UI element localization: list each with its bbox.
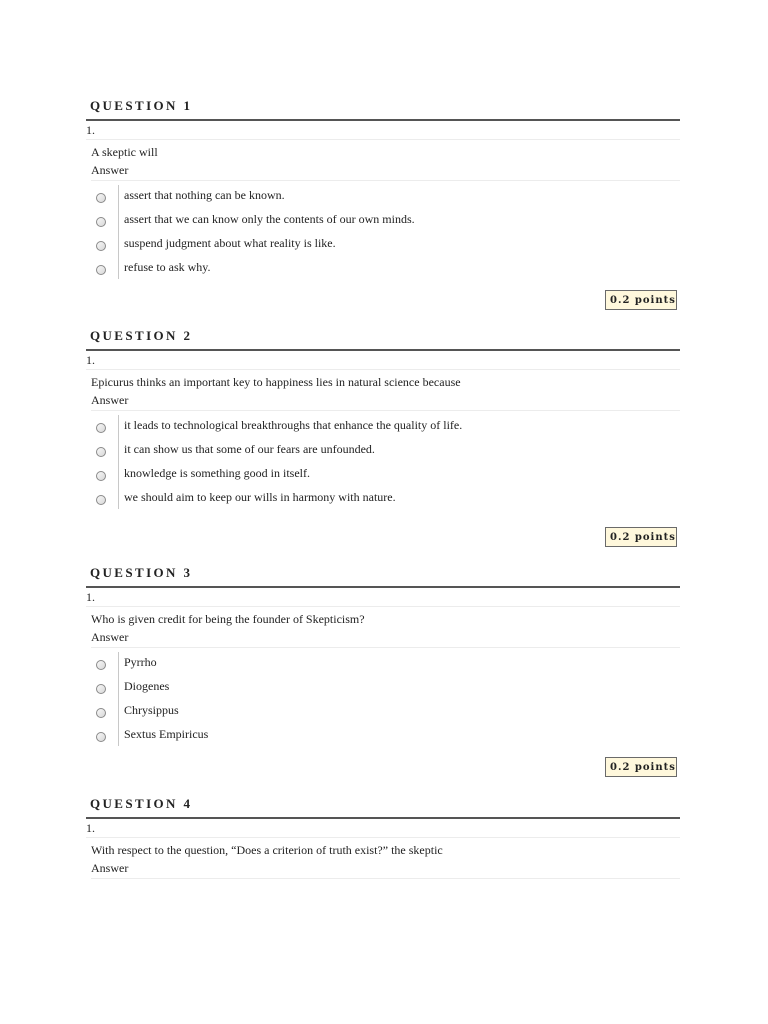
question-1 [86, 99, 680, 279]
answer-option-label: it leads to technological breakthroughs that enhance the quality of life. [124, 417, 463, 432]
answer-option[interactable] [92, 183, 680, 207]
radio-button[interactable] [96, 265, 106, 275]
radio-button[interactable] [96, 447, 106, 457]
question-4 [86, 797, 680, 879]
radio-button[interactable] [96, 423, 106, 433]
radio-button[interactable] [96, 684, 106, 694]
divider [118, 415, 119, 509]
answer-option-label: it can show us that some of our fears are unfounded. [124, 441, 375, 456]
answer-label: Answer [91, 859, 680, 879]
question-text: Who is given credit for being the founder of Skepticism? [91, 612, 365, 626]
radio-button[interactable] [96, 217, 106, 227]
question-body [86, 373, 680, 509]
answer-option[interactable] [92, 255, 680, 279]
answer-option[interactable] [92, 413, 680, 437]
question-body [86, 841, 680, 879]
divider [118, 185, 119, 279]
question-number: 1. [86, 588, 680, 607]
answer-option-label: Chrysippus [124, 702, 179, 717]
answer-option-label: assert that nothing can be known. [124, 187, 285, 202]
answer-options [91, 650, 680, 746]
answer-label: Answer [91, 391, 680, 411]
question-body [86, 143, 680, 279]
answer-option[interactable] [92, 722, 680, 746]
answer-option-label: Diogenes [124, 678, 170, 693]
question-number: 1. [86, 351, 680, 370]
divider [118, 652, 119, 746]
question-title: QUESTION 1 [90, 98, 193, 113]
question-title: QUESTION 4 [90, 796, 193, 811]
answer-option[interactable] [92, 698, 680, 722]
radio-button[interactable] [96, 241, 106, 251]
answer-option-label: knowledge is something good in itself. [124, 465, 310, 480]
radio-button[interactable] [96, 471, 106, 481]
radio-button[interactable] [96, 708, 106, 718]
points-badge: 0.2 points [605, 290, 677, 310]
answer-options [91, 413, 680, 509]
answer-option-label: Sextus Empiricus [124, 726, 209, 741]
question-text: A skeptic will [91, 145, 158, 159]
question-title: QUESTION 2 [90, 328, 193, 343]
answer-option[interactable] [92, 461, 680, 485]
answer-option-label: refuse to ask why. [124, 259, 211, 274]
answer-option[interactable] [92, 207, 680, 231]
answer-option-label: assert that we can know only the contents of our own minds. [124, 211, 415, 226]
question-number: 1. [86, 121, 680, 140]
question-number: 1. [86, 819, 680, 838]
answer-option[interactable] [92, 485, 680, 509]
answer-option-label: Pyrrho [124, 654, 157, 669]
answer-option[interactable] [92, 650, 680, 674]
answer-label: Answer [91, 628, 680, 648]
question-2 [86, 329, 680, 509]
answer-label: Answer [91, 161, 680, 181]
question-title: QUESTION 3 [90, 565, 193, 580]
radio-button[interactable] [96, 495, 106, 505]
question-body [86, 610, 680, 746]
answer-option[interactable] [92, 437, 680, 461]
radio-button[interactable] [96, 660, 106, 670]
answer-option[interactable] [92, 674, 680, 698]
question-3 [86, 566, 680, 746]
question-text: Epicurus thinks an important key to happiness lies in natural science because [91, 375, 461, 389]
radio-button[interactable] [96, 732, 106, 742]
answer-option-label: we should aim to keep our wills in harmony with nature. [124, 489, 396, 504]
question-text: With respect to the question, “Does a criterion of truth exist?” the skeptic [91, 843, 443, 857]
radio-button[interactable] [96, 193, 106, 203]
points-badge: 0.2 points [605, 527, 677, 547]
answer-options [91, 183, 680, 279]
answer-option-label: suspend judgment about what reality is like. [124, 235, 336, 250]
answer-option[interactable] [92, 231, 680, 255]
points-badge: 0.2 points [605, 757, 677, 777]
